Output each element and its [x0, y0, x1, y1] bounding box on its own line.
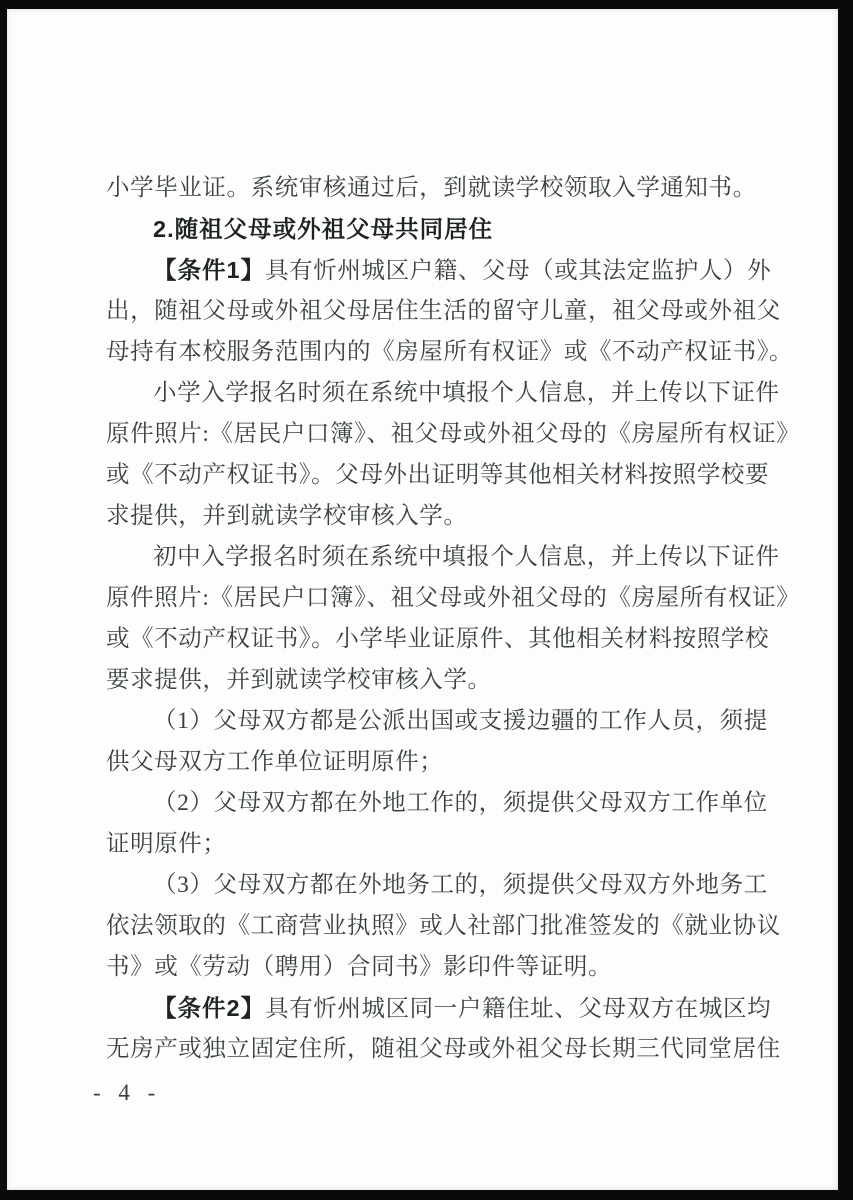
- text-line: [106, 701, 796, 742]
- text-line: [106, 947, 796, 988]
- text-line: [106, 209, 796, 250]
- page-number: - 4 -: [93, 1080, 162, 1105]
- text-segment: 供父母双方工作单位证明原件；: [106, 749, 444, 775]
- text-segment: 或《不动产权证书》。父母外出证明等其他相关材料按照学校要: [106, 462, 770, 488]
- text-segment: 具有忻州城区户籍、父母（或其法定监护人）外: [265, 258, 772, 284]
- text-line: [106, 332, 796, 373]
- text-segment: 要求提供，并到就读学校审核入学。: [106, 667, 492, 693]
- text-line: [106, 250, 796, 291]
- document-body: [106, 168, 801, 1070]
- bold-text-segment: 【条件1】: [153, 257, 266, 283]
- text-segment: 无房产或独立固定住所，随祖父母或外祖父母长期三代同堂居住: [106, 1036, 781, 1062]
- text-line: [106, 578, 801, 619]
- text-segment: 初中入学报名时须在系统中填报个人信息，并上传以下证件: [153, 544, 780, 570]
- text-segment: 具有忻州城区同一户籍住址、父母双方在城区均: [265, 996, 772, 1022]
- text-segment: 母持有本校服务范围内的《房屋所有权证》或《不动产权证书》。: [106, 339, 794, 365]
- text-line: [106, 988, 796, 1029]
- text-line: [106, 414, 801, 455]
- document-page: [7, 9, 838, 1190]
- text-line: [106, 496, 796, 537]
- text-line: [106, 168, 796, 209]
- text-segment: 求提供，并到就读学校审核入学。: [106, 503, 468, 529]
- text-line: [106, 291, 796, 332]
- text-segment: 原件照片:《居民户口簿》、祖父母或外祖父母的《房屋所有权证》: [106, 421, 801, 447]
- text-segment: 书》或《劳动（聘用）合同书》影印件等证明。: [106, 954, 613, 980]
- text-line: [106, 660, 796, 701]
- text-line: [106, 742, 796, 783]
- text-segment: 依法领取的《工商营业执照》或人社部门批准签发的《就业协议: [106, 913, 781, 939]
- text-segment: 原件照片:《居民户口簿》、祖父母或外祖父母的《房屋所有权证》: [106, 585, 801, 611]
- text-segment: 小学入学报名时须在系统中填报个人信息，并上传以下证件: [153, 380, 780, 406]
- text-segment: 或《不动产权证书》。小学毕业证原件、其他相关材料按照学校: [106, 626, 770, 652]
- text-line: [106, 824, 796, 865]
- text-line: [106, 783, 796, 824]
- text-segment: 小学毕业证。系统审核通过后，到就读学校领取入学通知书。: [106, 175, 757, 201]
- text-line: [106, 619, 796, 660]
- text-line: [106, 1029, 796, 1070]
- text-line: [106, 865, 796, 906]
- bold-text-segment: 2.随祖父母或外祖父母共同居住: [153, 216, 494, 242]
- text-segment: （2）父母双方都在外地工作的，须提供父母双方工作单位: [153, 790, 768, 816]
- text-segment: 证明原件；: [106, 831, 227, 857]
- text-segment: （1）父母双方都是公派出国或支援边疆的工作人员，须提: [153, 708, 768, 734]
- text-line: [106, 455, 796, 496]
- text-segment: （3）父母双方都在外地务工的，须提供父母双方外地务工: [153, 872, 768, 898]
- bold-text-segment: 【条件2】: [153, 995, 266, 1021]
- text-line: [106, 373, 796, 414]
- text-line: [106, 906, 796, 947]
- text-line: [106, 537, 796, 578]
- text-segment: 出，随祖父母或外祖父母居住生活的留守儿童，祖父母或外祖父: [106, 298, 781, 324]
